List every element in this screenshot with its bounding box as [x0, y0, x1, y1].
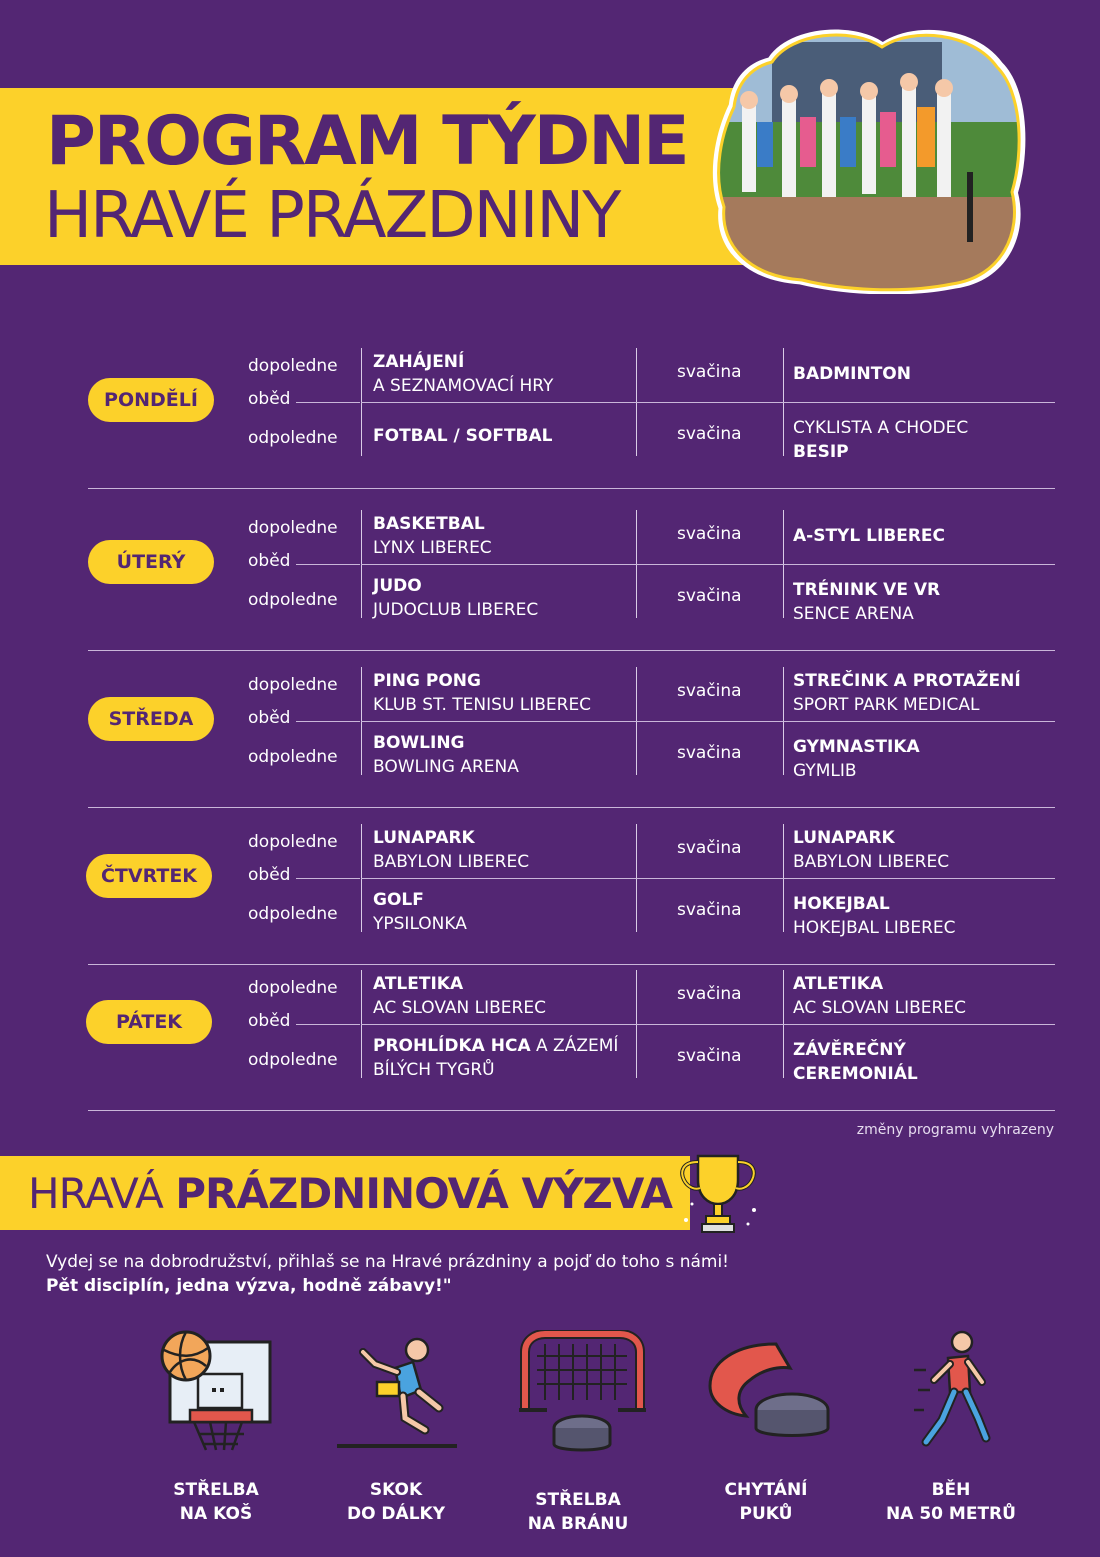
activity-morning-1-place: A SEZNAMOVACÍ HRY [373, 376, 554, 396]
activity-afternoon-1 [373, 574, 538, 622]
snack-label: svačina [677, 586, 742, 606]
snack-label: svačina [677, 524, 742, 544]
snack-label: svačina [677, 1046, 742, 1066]
activity-morning-1-title: LUNAPARK [373, 828, 475, 848]
row-divider [361, 402, 1055, 403]
activity-morning-1-title: ATLETIKA [373, 974, 464, 994]
activity-morning-2 [793, 669, 1021, 717]
activity-afternoon-2 [793, 416, 968, 464]
activity-afternoon-1-title: FOTBAL / SOFTBAL [373, 426, 553, 446]
activity-morning-2 [793, 826, 949, 874]
snack-label: svačina [677, 424, 742, 444]
activity-afternoon-2 [793, 578, 940, 626]
challenge-title [28, 1166, 672, 1222]
long-jump-icon [335, 1332, 460, 1452]
lunch-label: oběd [248, 551, 291, 571]
children-photo-icon [712, 22, 1026, 294]
day-separator [88, 1110, 1055, 1111]
activity-morning-1-place: KLUB ST. TENISU LIBEREC [373, 695, 592, 715]
lunch-label: oběd [248, 1011, 291, 1031]
discipline-label [306, 1478, 486, 1526]
morning-label: dopoledne [248, 832, 338, 852]
discipline-label-line1: SKOK [369, 1480, 423, 1500]
discipline-label-line2: NA KOŠ [179, 1504, 253, 1524]
activity-afternoon-2-title: GYMNASTIKA [793, 737, 920, 757]
basketball-hoop-icon [160, 1330, 275, 1455]
activity-morning-2-place: BABYLON LIBEREC [793, 852, 950, 872]
activity-afternoon-2 [793, 892, 956, 940]
discipline-label-line1: STŘELBA [173, 1480, 259, 1500]
activity-morning-1 [373, 669, 591, 717]
activity-afternoon-1 [373, 888, 467, 936]
discipline-label-line1: CHYTÁNÍ [724, 1480, 808, 1500]
activity-afternoon-1-title: BOWLING [373, 733, 465, 753]
morning-label: dopoledne [248, 978, 338, 998]
activity-afternoon-2-place: SENCE ARENA [793, 604, 914, 624]
row-divider [361, 1024, 1055, 1025]
discipline-label-line2: DO DÁLKY [346, 1504, 446, 1524]
activity-morning-1 [373, 512, 492, 560]
discipline-label-line2: PUKŮ [739, 1504, 793, 1524]
day-2-label: ÚTERÝ [88, 540, 214, 584]
activity-afternoon-2-place: CEREMONIÁL [793, 1064, 918, 1084]
activity-afternoon-1-place: YPSILONKA [373, 914, 467, 934]
activity-afternoon-2 [793, 735, 920, 783]
page-title: PROGRAM TÝDNE [46, 102, 688, 181]
discipline-label [488, 1488, 668, 1536]
activity-afternoon-1-place: BOWLING ARENA [373, 757, 519, 777]
activity-morning-1-title: ZAHÁJENÍ [373, 352, 465, 372]
activity-afternoon-2-title: HOKEJBAL [793, 894, 890, 914]
activity-afternoon-2-place: GYMLIB [793, 761, 857, 781]
discipline-label-line1: BĚH [931, 1480, 971, 1500]
lunch-label: oběd [248, 865, 291, 885]
day-separator [88, 488, 1055, 489]
day-3-label: STŘEDA [88, 697, 214, 741]
activity-morning-1-place: AC SLOVAN LIBEREC [373, 998, 546, 1018]
program-changes-note: změny programu vyhrazeny [856, 1122, 1054, 1138]
activity-afternoon-2-place: HOKEJBAL LIBEREC [793, 918, 956, 938]
discipline-label-line2: NA 50 METRŮ [886, 1504, 1016, 1524]
morning-label: dopoledne [248, 675, 338, 695]
activity-afternoon-1-title: JUDO [373, 576, 422, 596]
challenge-title-light: HRAVÁ [28, 1169, 176, 1218]
activity-afternoon-2-place: BESIP [793, 442, 849, 462]
afternoon-label: odpoledne [248, 1050, 338, 1070]
page-subtitle: HRAVÉ PRÁZDNINY [44, 179, 620, 253]
activity-morning-2-title: A-STYL LIBEREC [793, 526, 946, 546]
lunch-label: oběd [248, 389, 291, 409]
challenge-title-bold: PRÁZDNINOVÁ VÝZVA [175, 1169, 672, 1218]
lunch-divider [296, 402, 360, 403]
afternoon-label: odpoledne [248, 428, 338, 448]
lunch-label: oběd [248, 708, 291, 728]
activity-morning-1-place: LYNX LIBEREC [373, 538, 492, 558]
row-divider [361, 721, 1055, 722]
activity-afternoon-2 [793, 1038, 918, 1086]
afternoon-label: odpoledne [248, 747, 338, 767]
challenge-text-bold: Pět disciplín, jedna výzva, hodně zábavy!" [46, 1276, 452, 1296]
snack-label: svačina [677, 984, 742, 1004]
lunch-divider [296, 721, 360, 722]
row-divider [361, 878, 1055, 879]
day-4-label: ČTVRTEK [86, 854, 212, 898]
challenge-text-line: Vydej se na dobrodružství, přihlaš se na Hravé prázdniny a pojď do toho s námi! [46, 1252, 729, 1272]
hockey-goal-icon [515, 1330, 650, 1462]
activity-morning-1 [373, 972, 546, 1020]
activity-morning-2-title: STREČINK A PROTAŽENÍ [793, 671, 1021, 691]
lunch-divider [296, 564, 360, 565]
activity-morning-1-place: BABYLON LIBEREC [373, 852, 530, 872]
activity-afternoon-2-title: CYKLISTA A CHODEC [793, 418, 969, 438]
day-1-label: PONDĚLÍ [88, 378, 214, 422]
discipline-label-line1: STŘELBA [535, 1490, 621, 1510]
activity-morning-2 [793, 362, 911, 386]
activity-afternoon-1-title: PROHLÍDKA HCA [373, 1036, 531, 1056]
snack-label: svačina [677, 681, 742, 701]
runner-icon [912, 1330, 992, 1455]
challenge-text [46, 1250, 729, 1298]
discipline-label-line2: NA BRÁNU [527, 1514, 629, 1534]
discipline-label [676, 1478, 856, 1526]
activity-morning-1-title: PING PONG [373, 671, 481, 691]
activity-afternoon-1 [373, 424, 553, 448]
day-5-label: PÁTEK [86, 1000, 212, 1044]
snack-label: svačina [677, 900, 742, 920]
activity-afternoon-1-place: JUDOCLUB LIBEREC [373, 600, 539, 620]
activity-morning-2-title: ATLETIKA [793, 974, 884, 994]
discipline-label [126, 1478, 306, 1526]
activity-morning-2-place: SPORT PARK MEDICAL [793, 695, 980, 715]
activity-afternoon-2-title: ZÁVĚREČNÝ [793, 1040, 906, 1060]
trophy-icon [672, 1150, 764, 1236]
day-separator [88, 807, 1055, 808]
activity-afternoon-2-title: TRÉNINK VE VR [793, 580, 941, 600]
activity-morning-2 [793, 972, 966, 1020]
discipline-label [861, 1478, 1041, 1526]
puck-catching-icon [706, 1340, 831, 1450]
snack-label: svačina [677, 362, 742, 382]
activity-morning-2-title: BADMINTON [793, 364, 911, 384]
morning-label: dopoledne [248, 518, 338, 538]
activity-afternoon-1-title: GOLF [373, 890, 424, 910]
lunch-divider [296, 878, 360, 879]
day-separator [88, 650, 1055, 651]
row-divider [361, 564, 1055, 565]
lunch-divider [296, 1024, 360, 1025]
activity-afternoon-1-title-extra: A ZÁZEMÍ [530, 1036, 619, 1056]
afternoon-label: odpoledne [248, 590, 338, 610]
activity-morning-1 [373, 350, 553, 398]
afternoon-label: odpoledne [248, 904, 338, 924]
activity-morning-1-title: BASKETBAL [373, 514, 485, 534]
activity-morning-2-place: AC SLOVAN LIBEREC [793, 998, 966, 1018]
activity-morning-1 [373, 826, 529, 874]
activity-morning-2-title: LUNAPARK [793, 828, 895, 848]
activity-morning-2 [793, 524, 945, 548]
day-separator [88, 964, 1055, 965]
morning-label: dopoledne [248, 356, 338, 376]
snack-label: svačina [677, 838, 742, 858]
activity-afternoon-1 [373, 731, 519, 779]
snack-label: svačina [677, 743, 742, 763]
activity-afternoon-1-place: BÍLÝCH TYGRŮ [373, 1060, 495, 1080]
activity-afternoon-1 [373, 1034, 618, 1082]
